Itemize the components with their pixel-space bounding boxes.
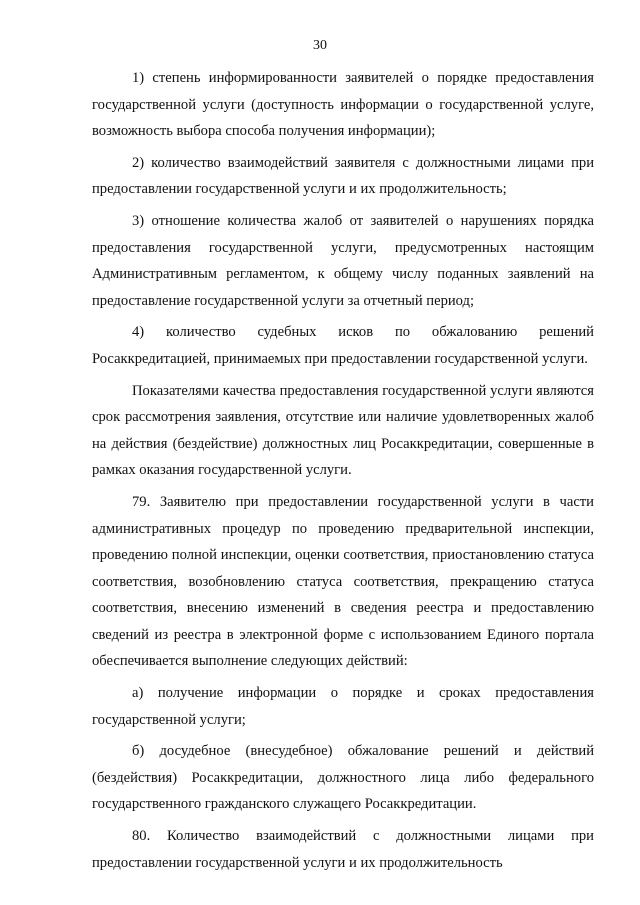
paragraph-criterion-2: 2) количество взаимодействий заявителя с должностными лицами при предоставлении государственной услуги и их продолжительность; <box>92 154 594 198</box>
page-number: 30 <box>313 38 327 53</box>
paragraph-clause-79: 79. Заявителю при предоставлении государственной услуги в части административных процедур по проведению предварительной инспекции, проведению полной инспекции, оценки соответствия, приостановлению статуса соответствия, возобновлению статуса соответствия, прекращению статуса соответствия, внесению изменений в сведения реестра и предоставлению сведений из реестра в электронной форме с использованием Единого портала обеспечивается выполнение следующих действий: <box>92 493 594 670</box>
paragraph-criterion-3: 3) отношение количества жалоб от заявителей о нарушениях порядка предоставления государственной услуги, предусмотренных настоящим Административным регламентом, к общему числу поданных заявлений на предоставление государственной услуги за отчетный период; <box>92 212 594 309</box>
paragraph-criterion-1: 1) степень информированности заявителей о порядке предоставления государственной услуги (доступность информации о государственной услуге, возможность выбора способа получения информации); <box>92 70 594 140</box>
paragraph-quality-indicators: Показателями качества предоставления государственной услуги являются срок рассмотрения заявления, отсутствие или наличие удовлетворенных жалоб на действия (бездействие) должностных лиц Росаккредитации, совершенные в рамках оказания государственной услуги. <box>92 382 594 479</box>
document-body <box>92 65 594 881</box>
paragraph-clause-80: 80. Количество взаимодействий с должностными лицами при предоставлении государственной услуги и их продолжительность <box>92 828 594 871</box>
paragraph-criterion-4: 4) количество судебных исков по обжалованию решений Росаккредитацией, принимаемых при предоставлении государственной услуги. <box>92 324 594 367</box>
paragraph-item-a: а) получение информации о порядке и сроках предоставления государственной услуги; <box>92 685 594 728</box>
paragraph-item-b: б) досудебное (внесудебное) обжалование решений и действий (бездействия) Росаккредитации, должностного лица либо федерального государственного гражданского служащего Росаккредитации. <box>92 743 594 813</box>
